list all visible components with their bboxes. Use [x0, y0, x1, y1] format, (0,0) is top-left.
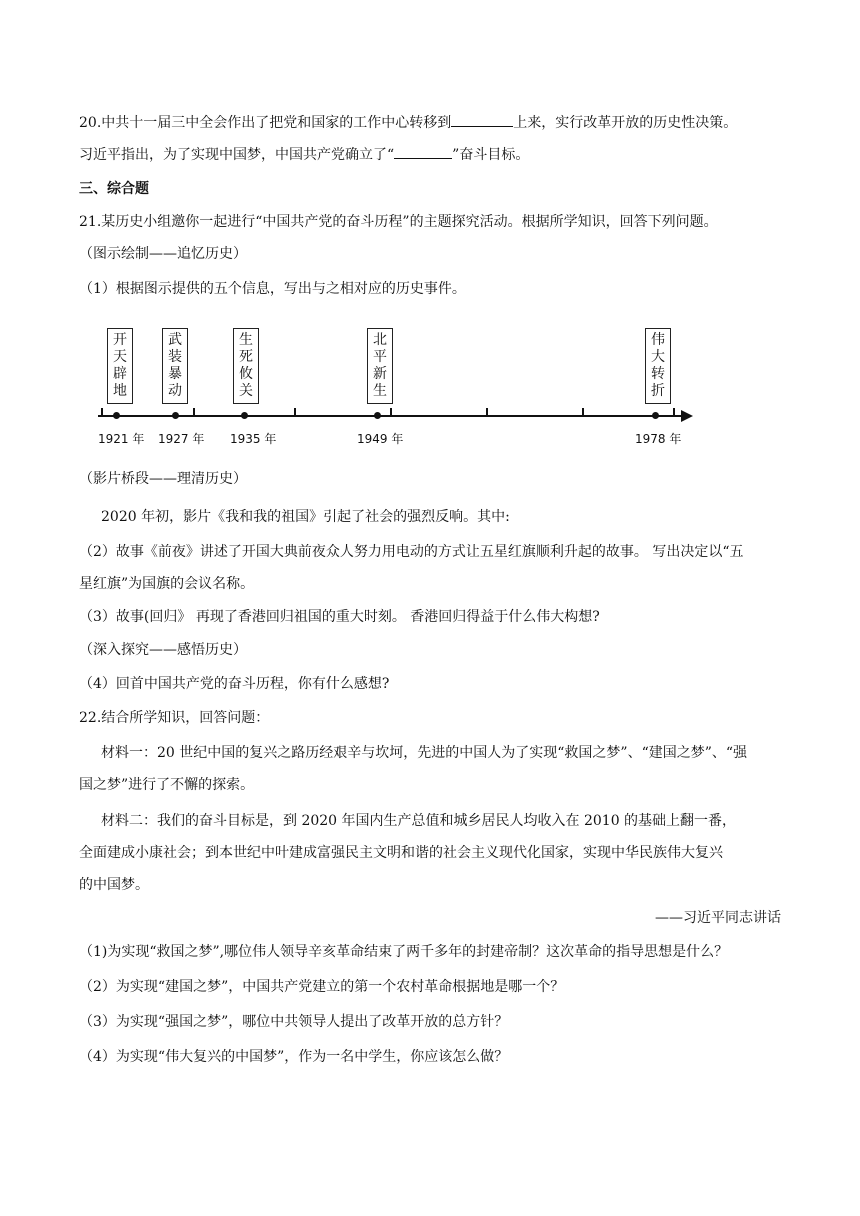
axis-tick — [582, 408, 584, 417]
axis-tick — [193, 408, 195, 417]
q22-material-2-line-3: 的中国梦。 — [79, 877, 149, 893]
timeline-dot-1949 — [374, 412, 381, 419]
timeline-dot-1927 — [172, 412, 179, 419]
q22-material-2-line-2: 全面建成小康社会；到本世纪中叶建成富强民主文明和谐的社会主义现代化国家，实现中华民族伟大复兴 — [79, 845, 723, 861]
q21-part-a: （图示绘制——追忆历史） — [79, 246, 247, 262]
q20-blank-2[interactable] — [394, 144, 452, 159]
timeline-year-3: 1935 年 — [230, 432, 277, 446]
timeline-year-4: 1949 年 — [357, 432, 404, 446]
timeline-label-5: 伟 大 转 折 — [651, 332, 665, 399]
q22-sub-1: （1)为实现“救国之梦”,哪位伟人领导辛亥革命结束了两千多年的封建帝制？这次革命的指导思想是什么？ — [79, 944, 729, 960]
timeline-box-5 — [645, 328, 671, 404]
timeline-arrow-icon — [681, 410, 693, 422]
timeline-box-4 — [367, 328, 393, 404]
q21-part-b: （影片桥段——理清历史） — [79, 471, 247, 487]
section-title: 三、综合题 — [79, 181, 149, 197]
timeline-box-1 — [107, 328, 133, 404]
q20-blank-1[interactable] — [451, 112, 513, 127]
q20-line-2 — [79, 144, 529, 165]
timeline-label-2: 武 装 暴 动 — [168, 332, 182, 399]
axis-tick — [390, 408, 392, 417]
q21-sub-2-line-1: （2）故事《前夜》讲述了开国大典前夜众人努力用电动的方式让五星红旗顺利升起的故事。 写出决定以“五 — [79, 544, 744, 560]
q20-line-1 — [79, 112, 737, 133]
q22-sub-3: （3）为实现“强国之梦”，哪位中共领导人提出了改革开放的总方针？ — [79, 1014, 509, 1030]
timeline-box-3 — [233, 328, 259, 404]
q22-sub-2: （2）为实现“建国之梦”，中国共产党建立的第一个农村革命根据地是哪一个？ — [79, 979, 565, 995]
timeline-label-4: 北 平 新 生 — [373, 332, 387, 399]
timeline-year-2: 1927 年 — [158, 432, 205, 446]
timeline-year-5: 1978 年 — [635, 432, 682, 446]
q20-text-c: 习近平指出，为了实现中国梦，中国共产党确立了“ — [79, 147, 395, 163]
q20-text-b: 上来，实行改革开放的历史性决策。 — [513, 115, 738, 131]
timeline-dot-1921 — [113, 412, 120, 419]
axis-tick — [673, 408, 675, 417]
timeline-box-2 — [162, 328, 188, 404]
q21-sub-4: （4）回首中国共产党的奋斗历程，你有什么感想? — [79, 676, 390, 692]
q21-sub-1: （1）根据图示提供的五个信息，写出与之相对应的历史事件。 — [79, 281, 466, 297]
timeline-label-3: 生 死 攸 关 — [239, 332, 253, 399]
axis-tick — [294, 408, 296, 417]
q22-stem: 22.结合所学知识，回答问题： — [79, 710, 270, 726]
q22-material-1-line-2: 国之梦”进行了不懈的探索。 — [79, 777, 255, 793]
q21-film-intro: 2020 年初，影片《我和我的祖国》引起了社会的强烈反响。其中: — [101, 509, 510, 525]
q22-sub-4: （4）为实现“伟大复兴的中国梦”，作为一名中学生，你应该怎么做？ — [79, 1049, 509, 1065]
axis-tick — [486, 408, 488, 417]
q20-text-d: ”奋斗目标。 — [452, 147, 530, 163]
q21-part-c: （深入探究——感悟历史） — [79, 642, 247, 658]
q22-material-1-line-1: 材料一：20 世纪中国的复兴之路历经艰辛与坎坷，先进的中国人为了实现“救国之梦”、“建国之梦”、“强 — [101, 745, 748, 761]
timeline-dot-1978 — [652, 412, 659, 419]
timeline-year-1: 1921 年 — [98, 432, 145, 446]
timeline-label-1: 开 天 辟 地 — [113, 332, 127, 399]
q21-sub-3: （3）故事(回归》 再现了香港回归祖国的重大时刻。 香港回归得益于什么伟大构想? — [79, 609, 600, 625]
q22-source: ——习近平同志讲话 — [655, 910, 781, 926]
q21-stem: 21.某历史小组邀你一起进行“中国共产党的奋斗历程”的主题探究活动。根据所学知识，回答下列问题。 — [79, 214, 718, 230]
q20-text-a: 20.中共十一届三中全会作出了把党和国家的工作中心转移到 — [79, 115, 452, 131]
axis-tick — [101, 408, 103, 417]
timeline-dot-1935 — [241, 412, 248, 419]
q21-sub-2-line-2: 星红旗”为国旗的会议名称。 — [79, 576, 255, 592]
timeline-figure — [95, 328, 705, 450]
q22-material-2-line-1: 材料二：我们的奋斗目标是，到 2020 年国内生产总值和城乡居民人均收入在 2010 的基础上翻一番， — [101, 813, 737, 829]
